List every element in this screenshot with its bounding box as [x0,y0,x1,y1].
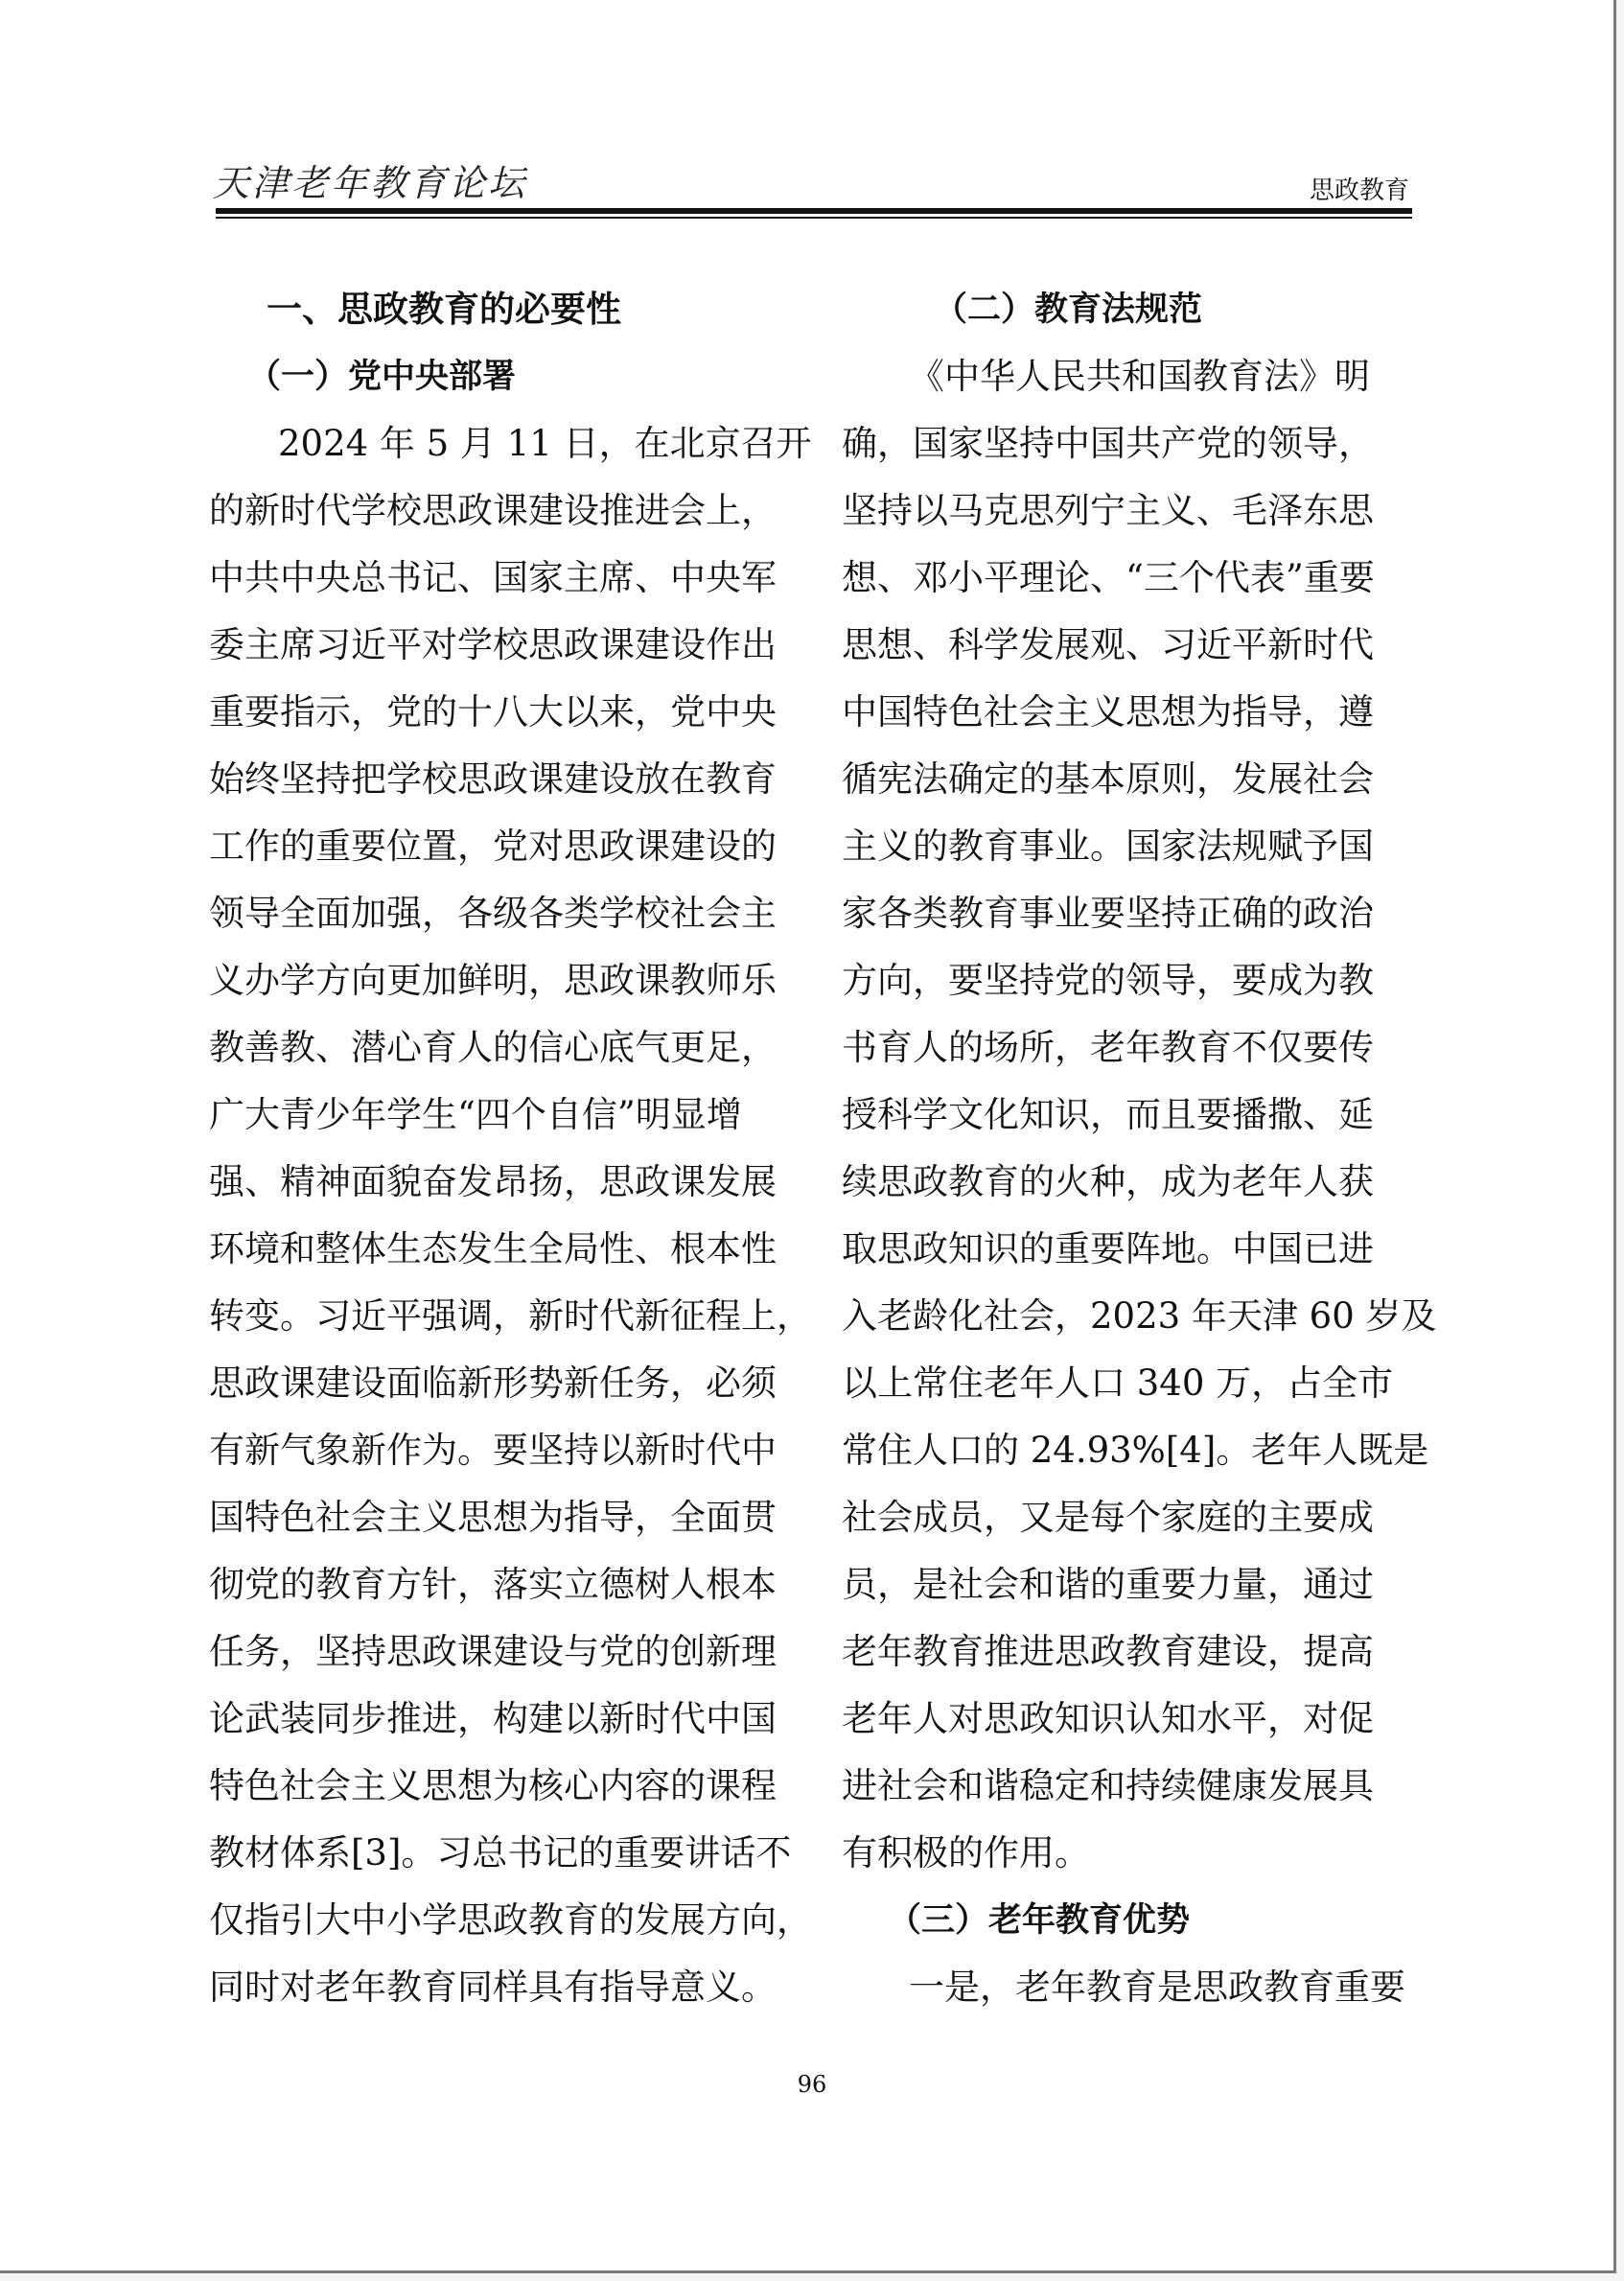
body-text-line: 中共中央总书记、国家主席、中央军 [209,557,777,598]
body-text-line: 方向，要坚持党的领导，要成为教 [842,960,1374,1001]
section-heading: 一、思政教育的必要性 [267,289,621,330]
body-text-line: 教善教、潜心育人的信心底气更足， [209,1027,777,1068]
body-text-line: 转变。习近平强调，新时代新征程上， [209,1295,812,1337]
body-text-line: 中国特色社会主义思想为指导，遵 [842,691,1374,733]
body-text-line: 书育人的场所，老年教育不仅要传 [842,1027,1374,1068]
section-label: 思政教育 [1309,176,1409,205]
body-text-line: 常住人口的 24.93%[4]。老年人既是 [842,1430,1429,1471]
body-text-line: 入老龄化社会，2023 年天津 60 岁及 [842,1295,1437,1337]
header-rule-thick [216,208,1412,214]
body-text-line: 国特色社会主义思想为指导，全面贯 [209,1497,777,1538]
subsection-heading: （三）老年教育优势 [888,1901,1191,1940]
body-text-line: 委主席习近平对学校思政课建设作出 [209,624,777,665]
body-text-line: 想、邓小平理论、“三个代表”重要 [842,557,1375,598]
left-column [209,276,812,2021]
body-text-line: 社会成员，又是每个家庭的主要成 [842,1497,1374,1538]
body-text-line: 义办学方向更加鲜明，思政课教师乐 [209,960,777,1001]
body-text-line: 环境和整体生态发生全局性、根本性 [209,1228,777,1269]
body-text-line: 《中华人民共和国教育法》明 [909,356,1370,397]
body-text-line: 强、精神面貌奋发昂扬，思政课发展 [209,1161,777,1202]
body-text-line: 思想、科学发展观、习近平新时代 [842,624,1374,665]
body-text-line: 授科学文化知识，而且要播撒、延 [842,1094,1374,1135]
body-text-line: 2024 年 5 月 11 日，在北京召开 [278,423,812,464]
body-text-line: 广大青少年学生“四个自信”明显增 [209,1094,742,1135]
body-text-line: 取思政知识的重要阵地。中国已进 [842,1228,1374,1269]
body-text-line: 主义的教育事业。国家法规赋予国 [842,826,1374,867]
body-text-line: 续思政教育的火种，成为老年人获 [842,1161,1374,1202]
body-text-line: 同时对老年教育同样具有指导意义。 [209,1967,777,2008]
body-text-line: 坚持以马克思列宁主义、毛泽东思 [842,490,1374,531]
body-text-line: 特色社会主义思想为核心内容的课程 [209,1765,777,1806]
body-text-line: 教材体系[3]。习总书记的重要讲话不 [209,1832,792,1874]
subsection-heading: （二）教育法规范 [934,291,1203,329]
body-text-line: 领导全面加强，各级各类学校社会主 [209,893,777,934]
body-text-line: 思政课建设面临新形势新任务，必须 [209,1362,777,1404]
body-text-line: 重要指示，党的十八大以来，党中央 [209,691,777,733]
body-text-line: 工作的重要位置，党对思政课建设的 [209,826,777,867]
body-text-line: 彻党的教育方针，落实立德树人根本 [209,1564,777,1605]
body-text-line: 家各类教育事业要坚持正确的政治 [842,893,1374,934]
body-text-line: 老年人对思政知识认知水平，对促 [842,1698,1374,1739]
body-text-line: 论武装同步推进，构建以新时代中国 [209,1698,777,1739]
body-text-line: 确，国家坚持中国共产党的领导， [842,423,1374,464]
body-text-line: 的新时代学校思政课建设推进会上， [209,490,777,531]
body-text-line: 始终坚持把学校思政课建设放在教育 [209,758,777,800]
right-column [842,276,1437,2021]
header-rule-thin [216,217,1412,219]
body-text-line: 以上常住老年人口 340 万，占全市 [842,1362,1394,1404]
body-text-line: 循宪法确定的基本原则，发展社会 [842,758,1374,800]
body-text-line: 仅指引大中小学思政教育的发展方向， [209,1899,812,1941]
journal-logo: 天津老年教育论坛 [213,162,528,204]
subsection-heading: （一）党中央部署 [247,358,517,396]
body-text-line: 有积极的作用。 [842,1832,1090,1874]
body-text-line: 老年教育推进思政教育建设，提高 [842,1631,1374,1672]
body-text-line: 进社会和谐稳定和持续健康发展具 [842,1765,1374,1806]
body-text-line: 一是，老年教育是思政教育重要 [909,1967,1405,2008]
body-text-line: 任务，坚持思政课建设与党的创新理 [209,1631,777,1672]
page-number: 96 [797,2071,827,2098]
body-text-line: 有新气象新作为。要坚持以新时代中 [209,1430,777,1471]
body-text-line: 员，是社会和谐的重要力量，通过 [842,1564,1374,1605]
